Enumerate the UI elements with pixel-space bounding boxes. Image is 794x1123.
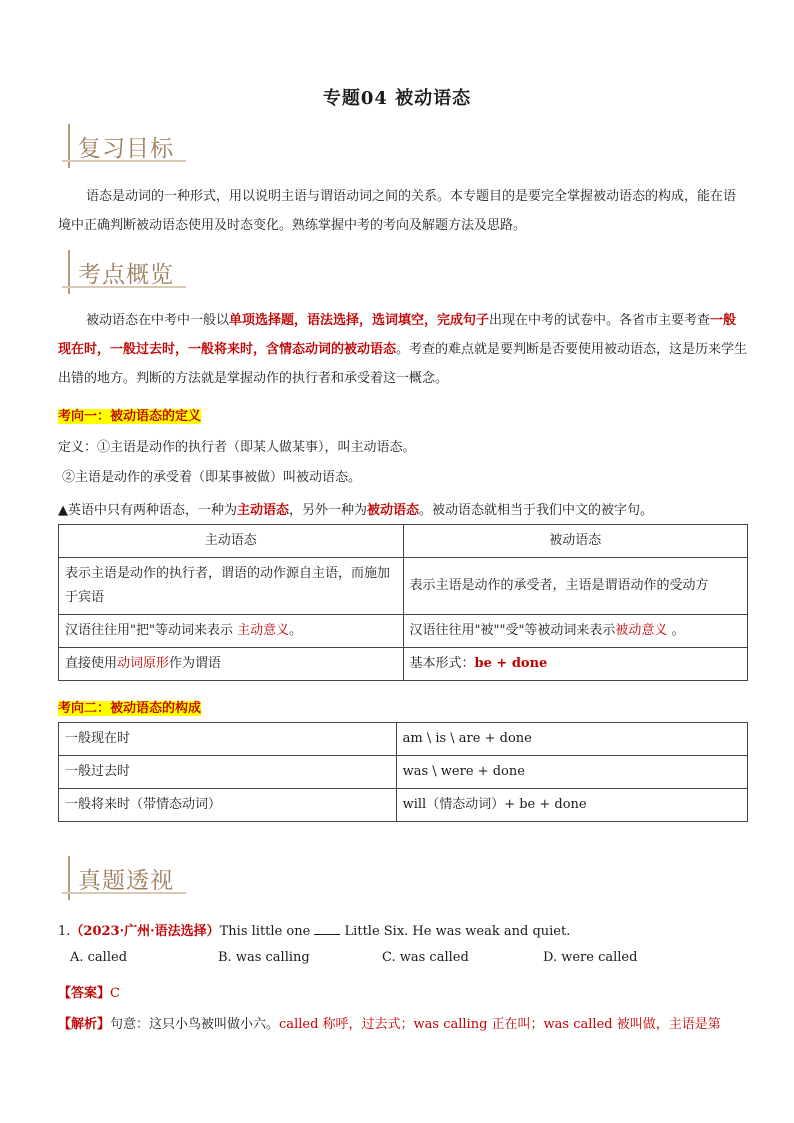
question-text: Little Six. He was weak and quiet. <box>340 924 571 939</box>
table-row <box>59 756 748 789</box>
note-active: 主动语态 <box>237 503 290 518</box>
table-row <box>59 648 748 681</box>
section-heading-text: 复习目标 <box>78 136 174 162</box>
table-cell <box>59 615 404 648</box>
table-header-row <box>59 525 748 558</box>
kaoxiang1-label: 考向一：被动语态的定义 <box>58 409 202 424</box>
kaoxiang2-label: 考向二：被动语态的构成 <box>58 701 202 716</box>
voice-comparison-table <box>58 524 748 681</box>
kaoxiang1-line <box>58 405 201 424</box>
table-cell <box>403 648 748 681</box>
overview-paragraph <box>58 306 748 393</box>
question-source: （2023·广州·语法选择） <box>70 924 220 939</box>
option-d: D. were called <box>543 950 638 965</box>
section-heading-text: 考点概览 <box>78 262 174 288</box>
cell-text: 作为谓语 <box>169 656 222 671</box>
table-row <box>59 723 748 756</box>
section-heading-review-goals <box>62 124 192 168</box>
cell-text: 汉语往往用"把"等动词来表示 <box>65 623 238 638</box>
section-heading-real-questions <box>62 856 192 900</box>
table-cell <box>403 615 748 648</box>
table-row <box>59 615 748 648</box>
tense-cell: 一般现在时 <box>59 723 397 756</box>
voice-note <box>58 499 653 518</box>
note-text: ，另外一种为 <box>289 503 368 518</box>
form-cell: was \ were + done <box>396 756 747 789</box>
tense-cell: 一般将来时（带情态动词） <box>59 789 397 822</box>
section-heading-overview <box>62 250 192 294</box>
table-cell <box>59 648 404 681</box>
analysis-text: 句意：这只小鸟被叫做小六。 <box>110 1017 280 1032</box>
answer-blank <box>314 922 340 935</box>
overview-text: 出现在中考的试卷中。各省市主要考查 <box>489 313 711 328</box>
form-cell: will（情态动词）+ be + done <box>396 789 747 822</box>
note-text: ▲英语中只有两种语态，一种为 <box>58 503 237 518</box>
question-number: 1. <box>58 924 71 939</box>
tense-cell: 一般过去时 <box>59 756 397 789</box>
cell-text: 。 <box>667 623 685 638</box>
note-passive: 被动语态 <box>367 503 420 518</box>
overview-text: 被动语态在中考中一般以 <box>86 313 230 328</box>
note-text: 。被动语态就相当于我们中文的被字句。 <box>419 503 654 518</box>
analysis-detail: called 称呼，过去式；was calling 正在叫；was called 被叫做，主语是第 <box>279 1017 721 1032</box>
answer-line <box>58 982 120 1001</box>
option-b: B. was calling <box>218 950 310 965</box>
table-header: 被动语态 <box>403 525 748 558</box>
question-text: This little one <box>219 924 315 939</box>
passive-forms-table <box>58 722 748 822</box>
definition-2: ②主语是动作的承受着（即某事被做）叫被动语态。 <box>62 470 362 485</box>
cell-formula: be + done <box>474 656 548 671</box>
cell-highlight: 主动意义 <box>237 623 290 638</box>
review-goal-paragraph: 语态是动词的一种形式，用以说明主语与谓语动词之间的关系。本专题目的是要完全掌握被动语态的构成，能在语境中正确判断被动语态使用及时态变化。熟练掌握中考的考向及解题方法及思路。 <box>58 189 737 233</box>
answer-value: C <box>110 986 120 1001</box>
overview-text: 。考查的难点就是要判断是否要使用被动语态，这是历来学生出错的地方。判断的方法就是掌握动作的执行者和承受着这一概念。 <box>58 342 748 386</box>
cell-text: 汉语往往用"被""受"等被动词来表示 <box>409 623 616 638</box>
definition-1: 定义：①主语是动作的执行者（即某人做某事），叫主动语态。 <box>58 440 416 455</box>
cell-highlight: 动词原形 <box>117 656 170 671</box>
table-cell: 表示主语是动作的承受者，主语是谓语动作的受动方 <box>403 558 748 615</box>
form-cell: am \ is \ are + done <box>396 723 747 756</box>
table-header: 主动语态 <box>59 525 404 558</box>
section-heading-text: 真题透视 <box>78 868 174 894</box>
page-title: 专题04 被动语态 <box>322 88 472 109</box>
option-c: C. was called <box>382 950 469 965</box>
overview-tenses: 一般现在时，一般过去时，一般将来时，含情态动词的被动语态 <box>58 313 737 357</box>
table-row <box>59 789 748 822</box>
option-a: A. called <box>70 950 128 965</box>
analysis-line <box>58 1013 721 1032</box>
question-1 <box>58 920 570 939</box>
table-row <box>59 558 748 615</box>
cell-text: 。 <box>289 623 303 638</box>
table-cell: 表示主语是动作的执行者，谓语的动作源自主语，而施加于宾语 <box>59 558 404 615</box>
cell-text: 基本形式： <box>409 656 475 671</box>
overview-question-types: 单项选择题，语法选择，选词填空，完成句子 <box>229 313 490 328</box>
cell-highlight: 被动意义 <box>615 623 668 638</box>
analysis-label: 【解析】 <box>58 1017 111 1032</box>
cell-text: 直接使用 <box>65 656 118 671</box>
kaoxiang2-line <box>58 697 201 716</box>
answer-label: 【答案】 <box>58 986 111 1001</box>
